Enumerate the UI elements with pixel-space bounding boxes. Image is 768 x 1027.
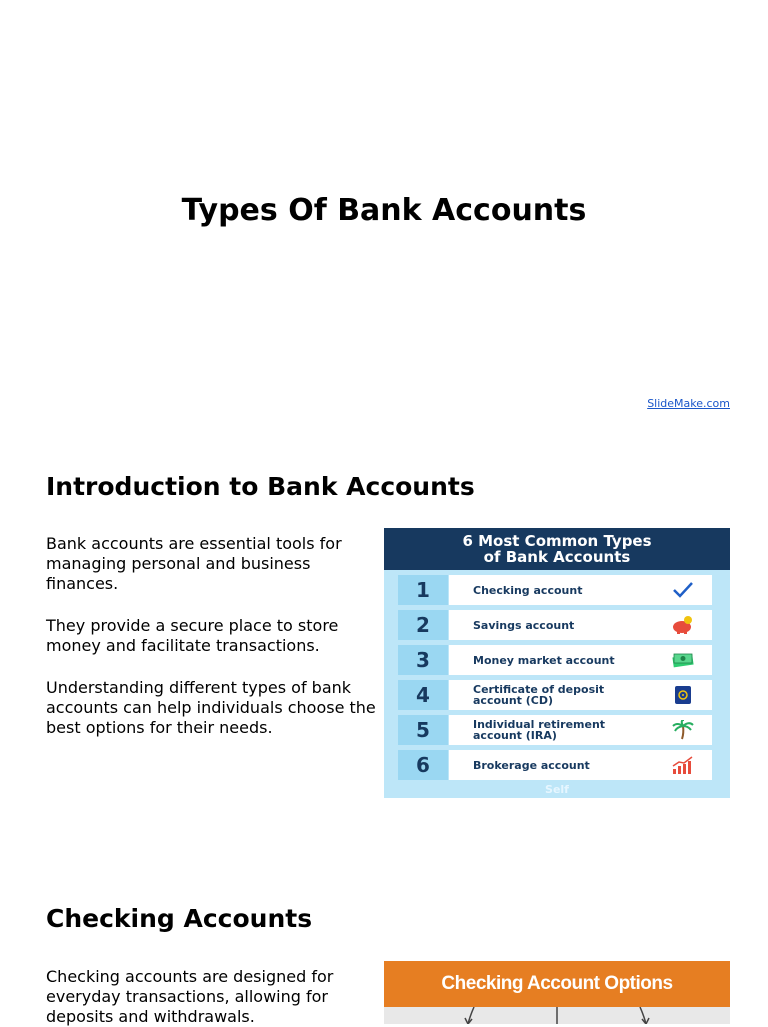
row-label: Individual retirement account (IRA): [473, 718, 606, 742]
branch-lines-icon: [384, 1007, 730, 1024]
checking-heading: Checking Accounts: [46, 904, 313, 933]
row-number: 1: [398, 575, 448, 605]
checkmark-icon: [672, 580, 694, 600]
infographic-row: [398, 645, 712, 675]
intro-paragraph-2: They provide a secure place to store money and facilitate transactions.: [46, 616, 339, 655]
row-label: Savings account: [473, 618, 575, 632]
infographic-title-line2: of Bank Accounts: [483, 548, 631, 566]
piggy-bank-icon: [672, 615, 694, 635]
infographic-row: [398, 610, 712, 640]
row-number: 5: [398, 715, 448, 745]
slidemake-link[interactable]: SlideMake.com: [647, 397, 730, 410]
row-number: 2: [398, 610, 448, 640]
row-label: Money market account: [473, 653, 615, 667]
row-number: 6: [398, 750, 448, 780]
infographic-row: [398, 575, 712, 605]
bar-chart-icon: [672, 755, 694, 775]
palm-tree-icon: [672, 720, 694, 740]
bank-account-types-infographic: [384, 528, 730, 798]
page-title: Types Of Bank Accounts: [181, 193, 587, 228]
infographic-row: [398, 680, 712, 710]
checking-options-title: Checking Account Options: [384, 961, 730, 1007]
infographic-header: [384, 528, 730, 570]
row-label: Brokerage account: [473, 758, 590, 772]
intro-paragraph-1: Bank accounts are essential tools for managing personal and business finances.: [46, 534, 342, 593]
row-number: 3: [398, 645, 448, 675]
checking-paragraph: Checking accounts are designed for everyday transactions, allowing for deposits and withdrawals.: [46, 967, 334, 1026]
row-label: Certificate of deposit account (CD): [473, 683, 605, 707]
infographic-footer: Self: [545, 783, 569, 796]
cash-icon: [672, 650, 694, 670]
infographic-row: [398, 715, 712, 745]
infographic-title-line1: 6 Most Common Types: [462, 532, 652, 550]
checking-options-infographic: [384, 961, 730, 1024]
row-label: Checking account: [473, 583, 583, 597]
safe-icon: [672, 685, 694, 705]
row-number: 4: [398, 680, 448, 710]
intro-heading: Introduction to Bank Accounts: [46, 472, 475, 501]
infographic-row: [398, 750, 712, 780]
intro-paragraph-3: Understanding different types of bank accounts can help individuals choose the best options for their needs.: [46, 678, 376, 737]
